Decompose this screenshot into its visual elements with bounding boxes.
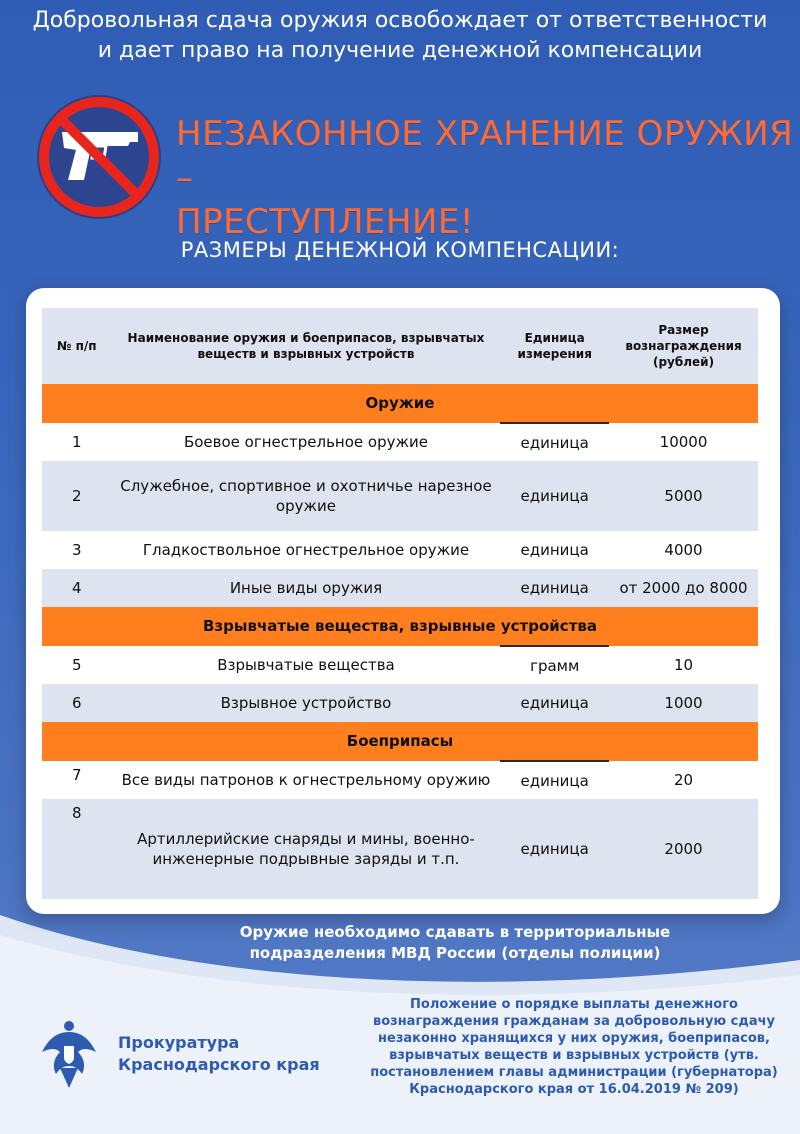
cell-name: Взрывное устройство (112, 684, 501, 722)
cell-value: 10000 (659, 433, 708, 451)
header-title (0, 6, 800, 66)
cell-unit: единица (500, 761, 609, 799)
cell-value: 1000 (609, 684, 758, 722)
cell-num: 5 (72, 656, 82, 674)
header-value: Размер вознаграждения (рублей) (609, 308, 758, 384)
police-note-line-2: подразделения МВД России (отделы полиции) (249, 944, 661, 962)
cell-unit: единица (500, 684, 609, 722)
cell-name: Иные виды оружия (112, 569, 501, 607)
cell-unit: единица (500, 461, 609, 531)
compensation-table (42, 308, 758, 899)
cell-num: 8 (42, 799, 112, 899)
header-name: Наименование оружия и боеприпасов, взрывчатых веществ и взрывных устройств (112, 308, 501, 384)
warning-line-1: НЕЗАКОННОЕ ХРАНЕНИЕ ОРУЖИЯ – (176, 114, 794, 198)
cell-unit: единица (520, 541, 589, 559)
cell-num: 6 (42, 684, 112, 722)
cell-num: 7 (72, 766, 82, 784)
compensation-card (26, 288, 780, 914)
table-row (42, 684, 758, 722)
compensation-title: РАЗМЕРЫ ДЕНЕЖНОЙ КОМПЕНСАЦИИ: (180, 238, 620, 262)
organization-line-2: Краснодарского края (118, 1055, 320, 1074)
section-title: Оружие (42, 384, 758, 423)
cell-value: 2000 (609, 799, 758, 899)
police-note-line-1: Оружие необходимо сдавать в территориальные (239, 923, 671, 941)
header-unit: Единица измерения (500, 308, 609, 384)
cell-num: 2 (42, 461, 112, 531)
cell-name: Взрывчатые вещества (217, 656, 395, 674)
section-title: Взрывчатые вещества, взрывные устройства (42, 607, 758, 646)
table-row (42, 461, 758, 531)
organization-name (118, 1032, 348, 1076)
cell-num: 1 (72, 433, 82, 451)
cell-name: Гладкоствольное огнестрельное оружие (142, 541, 470, 559)
cell-unit: единица (500, 423, 609, 461)
section-row-ammunition (42, 722, 758, 761)
no-gun-icon (34, 92, 164, 222)
police-note (170, 922, 740, 964)
cell-name: Артиллерийские снаряды и мины, военно-инженерные подрывные заряды и т.п. (112, 799, 501, 899)
header-num: № п/п (42, 308, 112, 384)
section-title: Боеприпасы (42, 722, 758, 761)
organization-line-1: Прокуратура (118, 1033, 240, 1052)
regulation-note: Положение о порядке выплаты денежного вознаграждения гражданам за добровольную сдачу незаконно хранящихся у них оружия, боеприпасов, взрывчатых веществ и взрывных устройств (утв. постановлением главы администрации (губернатора) Краснодарского края от 16.04.2019 № 209) (370, 997, 778, 1097)
cell-unit: единица (500, 799, 609, 899)
table-row (42, 423, 758, 461)
cell-name: Служебное, спортивное и охотничье нарезное оружие (112, 461, 501, 531)
cell-name: Все виды патронов к огнестрельному оружию (121, 771, 491, 789)
cell-name: Боевое огнестрельное оружие (183, 433, 428, 451)
header-line-2: и дает право на получение денежной компенсации (97, 38, 703, 63)
table-row (42, 799, 758, 899)
table-row (42, 531, 758, 569)
section-row-explosives (42, 607, 758, 646)
table-row (42, 646, 758, 684)
cell-unit: грамм (500, 646, 609, 684)
cell-num: 3 (72, 541, 82, 559)
cell-value: 10 (673, 656, 694, 674)
cell-unit: единица (500, 569, 609, 607)
prosecutor-emblem-icon (38, 1018, 100, 1092)
warning-line-2: ПРЕСТУПЛЕНИЕ! (176, 202, 475, 242)
table-row (42, 761, 758, 799)
cell-value: 5000 (609, 461, 758, 531)
cell-value: 20 (673, 771, 694, 789)
warning-text (176, 112, 796, 244)
cell-value: от 2000 до 8000 (609, 569, 758, 607)
cell-value: 4000 (664, 541, 703, 559)
header-line-1: Добровольная сдача оружия освобождает от ответственности (32, 8, 768, 33)
cell-num: 4 (42, 569, 112, 607)
table-header-row (42, 308, 758, 384)
section-row-weapons (42, 384, 758, 423)
table-row (42, 569, 758, 607)
